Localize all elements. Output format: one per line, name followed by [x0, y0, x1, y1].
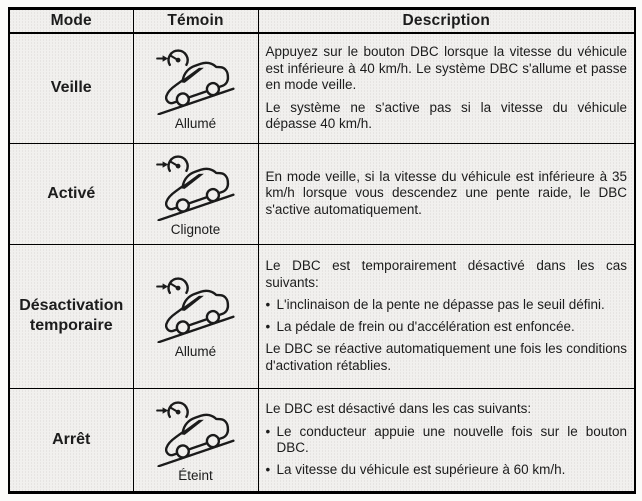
car-downhill-speedometer-icon: [155, 45, 237, 115]
car-downhill-speedometer-icon: [155, 397, 237, 467]
description-cell: [258, 143, 635, 244]
col-header-mode: Mode: [9, 9, 133, 34]
indicator-cell: [133, 244, 258, 388]
mode-label: Activé: [9, 143, 133, 244]
table-header: [9, 9, 635, 34]
description-paragraph: Le DBC est temporairement désactivé dans les cas suivants:: [265, 258, 627, 290]
table-row-active: [9, 143, 635, 244]
description-bullet-list: [266, 297, 628, 335]
table-row-desactivation-temporaire: [9, 244, 635, 388]
description-bullet: • La pédale de frein ou d'accélération est enfoncée.: [266, 319, 628, 336]
description-paragraph: En mode veille, si la vitesse du véhicule est inférieure à 35 km/h lorsque vous descendez une pente raide, le DBC s'active automatiquement.: [265, 168, 627, 217]
mode-label: Veille: [9, 33, 133, 143]
indicator-cell: [133, 143, 258, 244]
description-cell: [258, 244, 635, 388]
description-bullet-list: [266, 424, 628, 479]
description-paragraph: Le DBC est désactivé dans les cas suivants:: [265, 401, 532, 416]
indicator-state-label: Allumé: [174, 116, 217, 132]
indicator-state-label: Clignote: [170, 221, 221, 237]
description-paragraph: Le DBC se réactive automatiquement une fois les conditions d'activation rétablies.: [265, 341, 627, 373]
description-bullet: • Le conducteur appuie une nouvelle fois sur le bouton DBC.: [266, 424, 628, 457]
mode-label: Arrêt: [9, 388, 133, 492]
description-paragraph: Le système ne s'active pas si la vitesse du véhicule dépasse 40 km/h.: [265, 99, 627, 131]
dbc-mode-table: [8, 7, 636, 494]
car-downhill-speedometer-icon: [155, 273, 237, 343]
indicator-state-label: Allumé: [174, 344, 217, 359]
indicator-state-label: Éteint: [178, 467, 213, 483]
description-cell: [258, 388, 635, 492]
indicator-cell: [133, 388, 258, 492]
table-row-arret: [9, 388, 635, 492]
indicator-cell: [133, 33, 258, 143]
description-bullet: • La vitesse du véhicule est supérieure à 60 km/h.: [266, 462, 628, 479]
table-row-veille: [9, 33, 635, 143]
col-header-description: Description: [258, 9, 635, 34]
description-paragraph: Appuyez sur le bouton DBC lorsque la vitesse du véhicule est inférieure à 40 km/h. Le système DBC s'allume et passe en mode veille.: [265, 44, 627, 92]
description-bullet: • L'inclinaison de la pente ne dépasse pas le seuil défini.: [266, 297, 628, 314]
description-cell: [258, 33, 635, 143]
col-header-temoin: Témoin: [133, 9, 258, 34]
mode-label: Désactivation temporaire: [9, 244, 133, 388]
car-downhill-speedometer-icon: [155, 151, 237, 221]
